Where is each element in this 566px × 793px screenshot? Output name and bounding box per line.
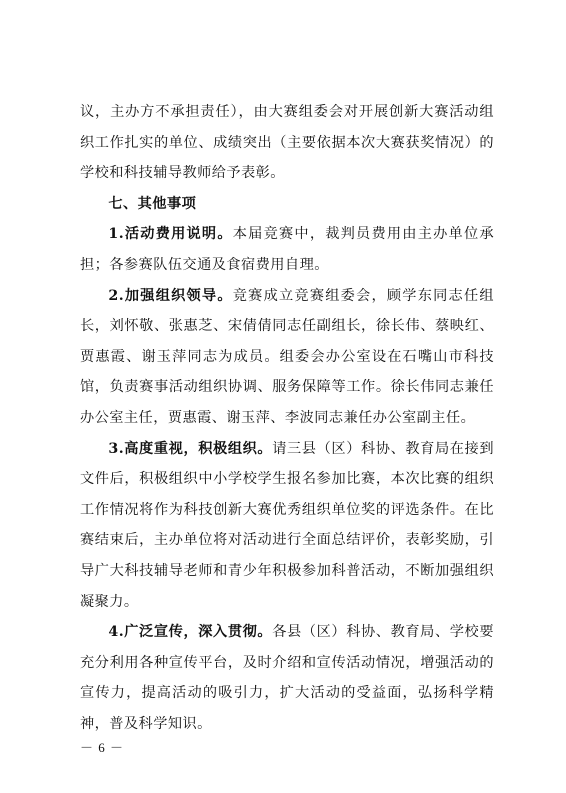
item-text-3: 请三县（区）科协、教育局在接到文件后，积极组织中小学校学生报名参加比赛，本次比赛的组织工作情况将作为科技创新大赛优秀组织单位奖的评选条件。在比赛结束后，主办单位将对活动进行全面总结评价，表彰奖励，引导广大科技辅导老师和青少年积极参加科普活动，不断加强组织凝聚力。 [80, 440, 494, 610]
item-paragraph-2 [80, 281, 494, 434]
page-number: － 6 － [80, 740, 125, 755]
item-text-4: 各县（区）科协、教育局、学校要充分利用各种宣传平台，及时介绍和宣传活动情况，增强活动的宣传力，提高活动的吸引力，扩大活动的受益面，弘扬科学精神，普及科学知识。 [80, 624, 494, 732]
item-paragraph-1 [80, 219, 494, 280]
item-lead-2: 2.加强组织领导。 [108, 287, 233, 304]
document-body [80, 97, 494, 739]
continuation-paragraph: 议，主办方不承担责任），由大赛组委会对开展创新大赛活动组织工作扎实的单位、成绩突出（主要依据本次大赛获奖情况）的学校和科技辅导教师给予表彰。 [80, 104, 494, 182]
item-text-2: 竞赛成立竞赛组委会，顾学东同志任组长，刘怀敬、张惠芝、宋倩倩同志任副组长，徐长伟、蔡映红、贾惠霞、谢玉萍同志为成员。组委会办公室设在石嘴山市科技馆，负责赛事活动组织协调、服务保障等工作。徐长伟同志兼任办公室主任，贾惠霞、谢玉萍、李波同志兼任办公室副主任。 [80, 287, 494, 426]
section-heading: 七、其他事项 [108, 195, 197, 212]
item-lead-3: 3.高度重视，积极组织。 [108, 440, 273, 457]
item-text-1: 本届竞赛中，裁判员费用由主办单位承担；各参赛队伍交通及食宿费用自理。 [80, 226, 494, 273]
item-paragraph-3 [80, 434, 494, 618]
item-lead-4: 4.广泛宣传，深入贯彻。 [108, 624, 273, 641]
item-lead-1: 1.活动费用说明。 [108, 226, 233, 243]
item-paragraph-4 [80, 617, 494, 739]
